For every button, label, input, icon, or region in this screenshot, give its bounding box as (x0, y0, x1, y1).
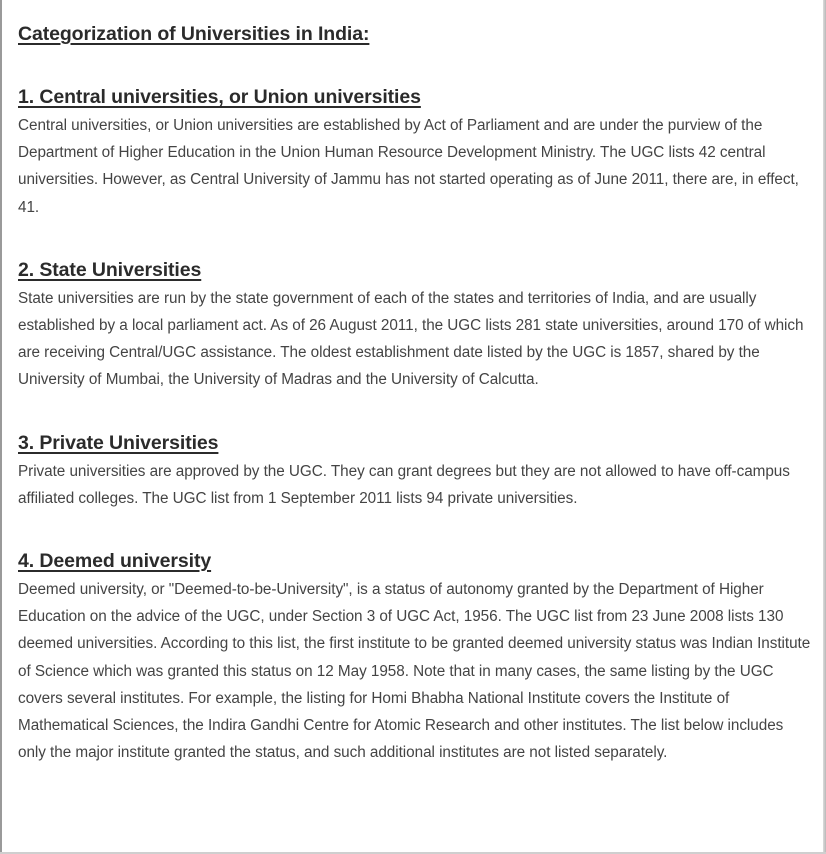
section-heading: 3. Private Universities (18, 431, 219, 454)
section-central-universities (18, 84, 814, 221)
page-title: Categorization of Universities in India: (18, 23, 370, 45)
section-body: Deemed university, or "Deemed-to-be-University", is a status of autonomy granted by the Department of Higher Education on the advice of the UGC, under Section 3 of UGC Act, 1956. The UGC list from 23 June 2008 lists 130 deemed universities. According to this list, the first institute to be granted deemed university status was Indian Institute of Science which was granted this status on 12 May 1958. Note that in many cases, the same listing by the UGC covers several institutes. For example, the listing for Homi Bhabha National Institute covers the Institute of Mathematical Sciences, the Indira Gandhi Centre for Atomic Research and other institutes. The list below includes only the major institute granted the status, and such additional institutes are not listed separately. (18, 581, 811, 762)
section-deemed-university (18, 548, 814, 766)
document-content (18, 20, 814, 766)
section-body: Private universities are approved by the UGC. They can grant degrees but they are not allowed to have off-campus affiliated colleges. The UGC list from 1 September 2011 lists 94 private universities. (18, 462, 790, 507)
section-body: State universities are run by the state government of each of the states and territories of India, and are usually established by a local parliament act. As of 26 August 2011, the UGC lists 281 state universities, around 170 of which are receiving Central/UGC assistance. The oldest establishment date listed by the UGC is 1857, shared by the University of Mumbai, the University of Madras and the University of Calcutta. (18, 289, 804, 389)
section-state-universities (18, 257, 814, 394)
left-border (0, 0, 2, 854)
section-heading: 1. Central universities, or Union universities (18, 86, 421, 108)
section-body: Central universities, or Union universities are established by Act of Parliament and are under the purview of the Department of Higher Education in the Union Human Resource Development Ministry. The UGC lists 42 central universities. However, as Central University of Jammu has not started operating as of June 2011, there are, in effect, 41. (18, 117, 799, 216)
section-heading: 4. Deemed university (18, 550, 212, 573)
section-heading: 2. State Universities (18, 258, 202, 281)
section-private-universities (18, 430, 814, 512)
